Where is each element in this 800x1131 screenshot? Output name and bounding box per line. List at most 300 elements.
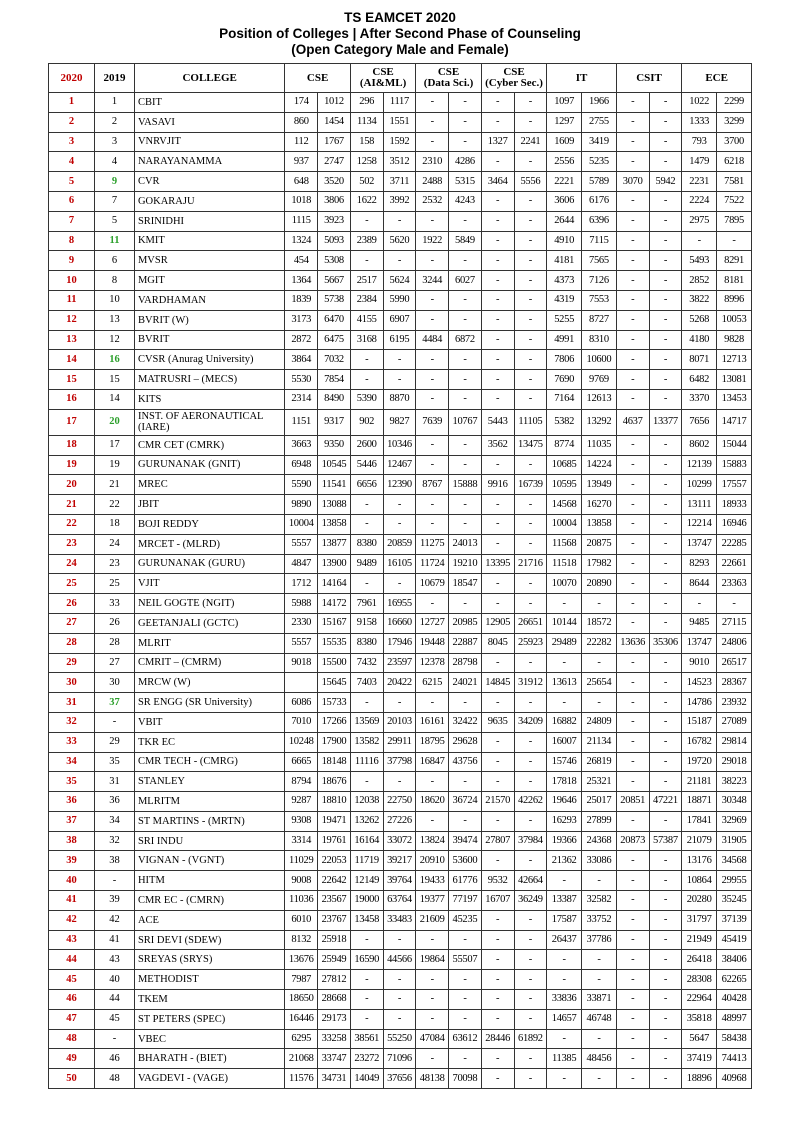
cutoff-cell: - bbox=[649, 772, 682, 792]
cutoff-cell: - bbox=[582, 871, 617, 891]
cutoff-cell: - bbox=[649, 330, 682, 350]
table-row bbox=[49, 693, 752, 713]
cutoff-cell: 9916 bbox=[481, 475, 514, 495]
rank-2020-cell: 31 bbox=[49, 693, 95, 713]
cutoff-cell: 19377 bbox=[416, 891, 449, 911]
cutoff-cell: 11385 bbox=[547, 1049, 582, 1069]
cutoff-cell: - bbox=[416, 930, 449, 950]
cutoff-cell: 8380 bbox=[350, 534, 383, 554]
cutoff-cell: 18871 bbox=[682, 792, 717, 812]
cutoff-cell: 33086 bbox=[582, 851, 617, 871]
cutoff-cell: 1922 bbox=[416, 231, 449, 251]
page-category: (Open Category Male and Female) bbox=[291, 42, 509, 57]
cutoff-cell: 25321 bbox=[582, 772, 617, 792]
cutoff-cell: - bbox=[649, 752, 682, 772]
cutoff-cell: - bbox=[547, 871, 582, 891]
rank-2019-cell: 27 bbox=[95, 653, 135, 673]
header-csit: CSIT bbox=[616, 64, 681, 93]
cutoff-cell: 5789 bbox=[582, 172, 617, 192]
cutoff-cell: 19433 bbox=[416, 871, 449, 891]
college-name-cell: INST. OF AERONAUTICAL (IARE) bbox=[134, 409, 284, 435]
cutoff-cell: 25017 bbox=[582, 792, 617, 812]
cutoff-cell: 7581 bbox=[717, 172, 752, 192]
cutoff-cell: 8727 bbox=[582, 310, 617, 330]
cutoff-cell: 27807 bbox=[481, 831, 514, 851]
cutoff-cell: 15645 bbox=[318, 673, 351, 693]
cutoff-cell: 19448 bbox=[416, 633, 449, 653]
cutoff-cell: 35818 bbox=[682, 1009, 717, 1029]
cutoff-cell: 8490 bbox=[318, 389, 351, 409]
cutoff-cell: 18148 bbox=[318, 752, 351, 772]
cutoff-cell: - bbox=[481, 1049, 514, 1069]
cutoff-cell: - bbox=[350, 772, 383, 792]
header-cse-aiml-line1: CSE bbox=[372, 66, 394, 78]
cutoff-cell: 13949 bbox=[582, 475, 617, 495]
cutoff-cell: 6656 bbox=[350, 475, 383, 495]
cutoff-cell: 19646 bbox=[547, 792, 582, 812]
cutoff-cell: 27115 bbox=[717, 613, 752, 633]
cutoff-cell: 12038 bbox=[350, 792, 383, 812]
cutoff-cell: 2231 bbox=[682, 172, 717, 192]
cutoff-cell: 11275 bbox=[416, 534, 449, 554]
cutoff-cell: 13475 bbox=[514, 435, 547, 455]
rank-2020-cell: 21 bbox=[49, 495, 95, 515]
cutoff-cell: 39217 bbox=[383, 851, 416, 871]
cutoff-cell: - bbox=[449, 132, 482, 152]
cutoff-cell: 174 bbox=[285, 93, 318, 113]
cutoff-cell: - bbox=[514, 310, 547, 330]
table-row bbox=[49, 752, 752, 772]
cutoff-cell: - bbox=[449, 310, 482, 330]
cutoff-cell: 1324 bbox=[285, 231, 318, 251]
cutoff-cell: 25923 bbox=[514, 633, 547, 653]
cutoff-cell: - bbox=[582, 693, 617, 713]
cutoff-cell: - bbox=[649, 871, 682, 891]
rank-2019-cell: 31 bbox=[95, 772, 135, 792]
cutoff-cell: - bbox=[481, 455, 514, 475]
college-name-cell: NEIL GOGTE (NGIT) bbox=[134, 594, 284, 614]
cutoff-cell: 7010 bbox=[285, 712, 318, 732]
table-row bbox=[49, 910, 752, 930]
cutoff-cell: 23567 bbox=[318, 891, 351, 911]
cutoff-cell: - bbox=[416, 514, 449, 534]
college-name-cell: SR ENGG (SR University) bbox=[134, 693, 284, 713]
cutoff-cell: - bbox=[481, 970, 514, 990]
cutoff-cell: 21134 bbox=[582, 732, 617, 752]
cutoff-cell: 36249 bbox=[514, 891, 547, 911]
cutoff-cell: 20985 bbox=[449, 613, 482, 633]
cutoff-cell: - bbox=[649, 1069, 682, 1089]
cutoff-cell: 27899 bbox=[582, 811, 617, 831]
cutoff-cell: - bbox=[649, 475, 682, 495]
cutoff-cell: 11568 bbox=[547, 534, 582, 554]
cutoff-cell: - bbox=[481, 330, 514, 350]
cutoff-cell: - bbox=[616, 132, 649, 152]
rank-2019-cell: 45 bbox=[95, 1009, 135, 1029]
cutoff-cell: - bbox=[481, 112, 514, 132]
cutoff-cell: - bbox=[481, 851, 514, 871]
cutoff-cell: - bbox=[350, 370, 383, 390]
table-row bbox=[49, 231, 752, 251]
cutoff-cell: 19000 bbox=[350, 891, 383, 911]
cutoff-cell: 9489 bbox=[350, 554, 383, 574]
cutoff-cell: 2872 bbox=[285, 330, 318, 350]
cutoff-cell: 21609 bbox=[416, 910, 449, 930]
cutoff-cell: - bbox=[616, 455, 649, 475]
rank-2020-cell: 25 bbox=[49, 574, 95, 594]
college-name-cell: TKR EC bbox=[134, 732, 284, 752]
cutoff-cell: - bbox=[514, 152, 547, 172]
cutoff-cell: 42664 bbox=[514, 871, 547, 891]
cutoff-cell: - bbox=[649, 132, 682, 152]
cutoff-cell: 55507 bbox=[449, 950, 482, 970]
cutoff-cell: 48138 bbox=[416, 1069, 449, 1089]
cutoff-cell: 8767 bbox=[416, 475, 449, 495]
table-row bbox=[49, 310, 752, 330]
cutoff-cell: - bbox=[481, 732, 514, 752]
cutoff-cell: 33483 bbox=[383, 910, 416, 930]
cutoff-cell: - bbox=[416, 495, 449, 515]
cutoff-cell: 16782 bbox=[682, 732, 717, 752]
cutoff-cell: - bbox=[481, 152, 514, 172]
cutoff-cell: - bbox=[649, 1049, 682, 1069]
cutoff-cell: 2330 bbox=[285, 613, 318, 633]
table-row bbox=[49, 514, 752, 534]
rank-2020-cell: 10 bbox=[49, 271, 95, 291]
rank-2019-cell: 34 bbox=[95, 811, 135, 831]
cutoff-cell: - bbox=[616, 712, 649, 732]
cutoff-cell: - bbox=[649, 653, 682, 673]
cutoff-cell: - bbox=[514, 370, 547, 390]
cutoff-cell: - bbox=[616, 271, 649, 291]
rank-2019-cell: 28 bbox=[95, 633, 135, 653]
header-cse-cs-line1: CSE bbox=[503, 66, 525, 78]
cutoff-cell: - bbox=[514, 693, 547, 713]
cutoff-cell: 24368 bbox=[582, 831, 617, 851]
cutoff-cell: 7806 bbox=[547, 350, 582, 370]
rank-2019-cell: 17 bbox=[95, 435, 135, 455]
cutoff-cell: - bbox=[514, 910, 547, 930]
cutoff-cell: 9769 bbox=[582, 370, 617, 390]
cutoff-cell: 11518 bbox=[547, 554, 582, 574]
cutoff-cell: - bbox=[649, 811, 682, 831]
cutoff-cell: 14164 bbox=[318, 574, 351, 594]
cutoff-cell: - bbox=[481, 211, 514, 231]
cutoff-cell: - bbox=[449, 455, 482, 475]
cutoff-cell: - bbox=[547, 594, 582, 614]
cutoff-cell: 20875 bbox=[582, 534, 617, 554]
cutoff-cell: 2221 bbox=[547, 172, 582, 192]
cutoff-cell: 1097 bbox=[547, 93, 582, 113]
cutoff-cell: - bbox=[481, 752, 514, 772]
cutoff-cell: - bbox=[416, 290, 449, 310]
cutoff-cell: 5667 bbox=[318, 271, 351, 291]
rank-2019-cell: 22 bbox=[95, 495, 135, 515]
cutoff-cell: 74413 bbox=[717, 1049, 752, 1069]
cutoff-cell: 21181 bbox=[682, 772, 717, 792]
cutoff-cell: 35306 bbox=[649, 633, 682, 653]
cutoff-cell: 7961 bbox=[350, 594, 383, 614]
cutoff-cell: - bbox=[582, 653, 617, 673]
cutoff-cell: 30348 bbox=[717, 792, 752, 812]
cutoff-cell: 4181 bbox=[547, 251, 582, 271]
college-name-cell: KITS bbox=[134, 389, 284, 409]
cutoff-cell: 22750 bbox=[383, 792, 416, 812]
cutoff-cell: - bbox=[616, 534, 649, 554]
cutoff-cell: - bbox=[616, 653, 649, 673]
cutoff-cell: 1592 bbox=[383, 132, 416, 152]
rank-2019-cell: 33 bbox=[95, 594, 135, 614]
cutoff-cell: 23597 bbox=[383, 653, 416, 673]
cutoff-cell: 25654 bbox=[582, 673, 617, 693]
college-name-cell: VASAVI bbox=[134, 112, 284, 132]
cutoff-cell: - bbox=[616, 574, 649, 594]
cutoff-cell: - bbox=[616, 990, 649, 1010]
cutoff-cell: 2384 bbox=[350, 290, 383, 310]
cutoff-cell: 2852 bbox=[682, 271, 717, 291]
cutoff-cell: - bbox=[383, 693, 416, 713]
cutoff-cell: 5624 bbox=[383, 271, 416, 291]
rank-2020-cell: 36 bbox=[49, 792, 95, 812]
cutoff-cell: - bbox=[514, 455, 547, 475]
rank-2019-cell: 10 bbox=[95, 290, 135, 310]
cutoff-cell: - bbox=[649, 613, 682, 633]
cutoff-cell: 5235 bbox=[582, 152, 617, 172]
cutoff-cell: 63612 bbox=[449, 1029, 482, 1049]
cutoff-cell: 5557 bbox=[285, 534, 318, 554]
rank-2019-cell: 4 bbox=[95, 152, 135, 172]
cutoff-cell: 16707 bbox=[481, 891, 514, 911]
cutoff-cell: - bbox=[514, 772, 547, 792]
cutoff-cell: 3864 bbox=[285, 350, 318, 370]
rank-2020-cell: 22 bbox=[49, 514, 95, 534]
cutoff-cell: - bbox=[383, 370, 416, 390]
cutoff-cell: 5382 bbox=[547, 409, 582, 435]
cutoff-cell: 5849 bbox=[449, 231, 482, 251]
table-row bbox=[49, 211, 752, 231]
cutoff-cell: 33747 bbox=[318, 1049, 351, 1069]
cutoff-cell: 45419 bbox=[717, 930, 752, 950]
rank-2020-cell: 33 bbox=[49, 732, 95, 752]
cutoff-cell: 12727 bbox=[416, 613, 449, 633]
cutoff-cell: - bbox=[616, 693, 649, 713]
table-row bbox=[49, 574, 752, 594]
cutoff-cell: - bbox=[649, 594, 682, 614]
cutoff-cell: - bbox=[449, 290, 482, 310]
table-row bbox=[49, 132, 752, 152]
cutoff-cell: 17818 bbox=[547, 772, 582, 792]
college-name-cell: MLRIT bbox=[134, 633, 284, 653]
cutoff-cell: 2241 bbox=[514, 132, 547, 152]
rank-2019-cell: 35 bbox=[95, 752, 135, 772]
cutoff-cell: 16739 bbox=[514, 475, 547, 495]
cutoff-cell: 31912 bbox=[514, 673, 547, 693]
cutoff-cell: 5268 bbox=[682, 310, 717, 330]
cutoff-cell: - bbox=[449, 514, 482, 534]
cutoff-cell: 8380 bbox=[350, 633, 383, 653]
cutoff-cell: - bbox=[350, 574, 383, 594]
rank-2020-cell: 18 bbox=[49, 435, 95, 455]
cutoff-cell: 19720 bbox=[682, 752, 717, 772]
cutoff-cell: 14657 bbox=[547, 1009, 582, 1029]
cutoff-cell: 5315 bbox=[449, 172, 482, 192]
cutoff-cell: - bbox=[514, 653, 547, 673]
cutoff-cell: 31797 bbox=[682, 910, 717, 930]
header-cse-cs-line2: (Cyber Sec.) bbox=[485, 77, 543, 89]
cutoff-cell: 12613 bbox=[582, 389, 617, 409]
cutoff-cell: 23272 bbox=[350, 1049, 383, 1069]
cutoff-cell: - bbox=[514, 851, 547, 871]
cutoff-cell: 2556 bbox=[547, 152, 582, 172]
cutoff-cell: 22964 bbox=[682, 990, 717, 1010]
cutoff-cell: 31905 bbox=[717, 831, 752, 851]
cutoff-cell: - bbox=[481, 534, 514, 554]
cutoff-cell: 3419 bbox=[582, 132, 617, 152]
cutoff-cell: - bbox=[649, 350, 682, 370]
cutoff-cell: - bbox=[449, 370, 482, 390]
cutoff-cell: - bbox=[449, 930, 482, 950]
cutoff-cell: - bbox=[547, 693, 582, 713]
table-row bbox=[49, 475, 752, 495]
cutoff-cell: 24809 bbox=[582, 712, 617, 732]
cutoff-cell: - bbox=[383, 1009, 416, 1029]
cutoff-cell: - bbox=[449, 112, 482, 132]
table-row bbox=[49, 930, 752, 950]
cutoff-cell: 5446 bbox=[350, 455, 383, 475]
table-row bbox=[49, 811, 752, 831]
college-name-cell: ST PETERS (SPEC) bbox=[134, 1009, 284, 1029]
cutoff-cell: - bbox=[649, 910, 682, 930]
cutoff-cell: 4180 bbox=[682, 330, 717, 350]
rank-2020-cell: 50 bbox=[49, 1069, 95, 1089]
cutoff-cell: - bbox=[449, 93, 482, 113]
table-row bbox=[49, 871, 752, 891]
cutoff-cell: - bbox=[514, 1009, 547, 1029]
cutoff-cell: 1839 bbox=[285, 290, 318, 310]
cutoff-cell: - bbox=[682, 231, 717, 251]
cutoff-cell: 28446 bbox=[481, 1029, 514, 1049]
cutoff-cell: 4910 bbox=[547, 231, 582, 251]
cutoff-cell: 1297 bbox=[547, 112, 582, 132]
cutoff-cell: - bbox=[547, 653, 582, 673]
cutoff-cell: - bbox=[416, 251, 449, 271]
cutoff-cell: - bbox=[481, 290, 514, 310]
cutoff-cell: - bbox=[449, 772, 482, 792]
cutoff-cell: 3070 bbox=[616, 172, 649, 192]
cutoff-cell: - bbox=[682, 594, 717, 614]
college-name-cell: GURUNANAK (GNIT) bbox=[134, 455, 284, 475]
cutoff-cell: 7115 bbox=[582, 231, 617, 251]
cutoff-cell: 15733 bbox=[318, 693, 351, 713]
cutoff-cell: - bbox=[616, 1069, 649, 1089]
rank-2019-cell: 41 bbox=[95, 930, 135, 950]
cutoff-cell: - bbox=[383, 211, 416, 231]
cutoff-cell: 35245 bbox=[717, 891, 752, 911]
cutoff-cell: - bbox=[582, 594, 617, 614]
cutoff-cell: 2517 bbox=[350, 271, 383, 291]
cutoff-cell: 2975 bbox=[682, 211, 717, 231]
cutoff-cell: 1454 bbox=[318, 112, 351, 132]
cutoff-cell: - bbox=[616, 435, 649, 455]
cutoff-cell: 793 bbox=[682, 132, 717, 152]
cutoff-cell: 1018 bbox=[285, 191, 318, 211]
cutoff-cell: 2747 bbox=[318, 152, 351, 172]
cutoff-cell: 12214 bbox=[682, 514, 717, 534]
cutoff-cell: - bbox=[449, 435, 482, 455]
cutoff-cell: 8181 bbox=[717, 271, 752, 291]
rank-2019-cell: 15 bbox=[95, 370, 135, 390]
cutoff-cell: 7565 bbox=[582, 251, 617, 271]
page-title: TS EAMCET 2020 bbox=[344, 10, 456, 25]
cutoff-cell: - bbox=[616, 495, 649, 515]
cutoff-cell: 11035 bbox=[582, 435, 617, 455]
header-cse: CSE bbox=[285, 64, 350, 93]
cutoff-cell: 18676 bbox=[318, 772, 351, 792]
cutoff-cell: 38223 bbox=[717, 772, 752, 792]
rank-2019-cell: 7 bbox=[95, 191, 135, 211]
cutoff-cell: 46748 bbox=[582, 1009, 617, 1029]
rank-2020-cell: 37 bbox=[49, 811, 95, 831]
cutoff-cell: 17946 bbox=[383, 633, 416, 653]
cutoff-cell: 33258 bbox=[318, 1029, 351, 1049]
cutoff-cell: 33072 bbox=[383, 831, 416, 851]
cutoff-cell: - bbox=[616, 673, 649, 693]
college-name-cell: MVSR bbox=[134, 251, 284, 271]
college-name-cell: CBIT bbox=[134, 93, 284, 113]
header-cse-aiml-line2: (AI&ML) bbox=[359, 77, 407, 89]
cutoff-cell: - bbox=[514, 350, 547, 370]
cutoff-cell: 10767 bbox=[449, 409, 482, 435]
cutoff-cell: - bbox=[449, 251, 482, 271]
cutoff-cell: - bbox=[616, 112, 649, 132]
cutoff-cell: 26437 bbox=[547, 930, 582, 950]
rank-2019-cell: - bbox=[95, 871, 135, 891]
cutoff-cell: - bbox=[616, 152, 649, 172]
cutoff-cell: 9635 bbox=[481, 712, 514, 732]
cutoff-cell: - bbox=[616, 93, 649, 113]
cutoff-cell: 16847 bbox=[416, 752, 449, 772]
rank-2020-cell: 26 bbox=[49, 594, 95, 614]
cutoff-cell: - bbox=[514, 534, 547, 554]
cutoff-cell: 18795 bbox=[416, 732, 449, 752]
cutoff-cell: - bbox=[649, 290, 682, 310]
cutoff-cell: 48456 bbox=[582, 1049, 617, 1069]
rank-2020-cell: 43 bbox=[49, 930, 95, 950]
college-name-cell: SRI INDU bbox=[134, 831, 284, 851]
cutoff-cell: - bbox=[383, 990, 416, 1010]
cutoff-cell: 7432 bbox=[350, 653, 383, 673]
cutoff-cell: 29955 bbox=[717, 871, 752, 891]
cutoff-cell: 20280 bbox=[682, 891, 717, 911]
cutoff-cell: 1022 bbox=[682, 93, 717, 113]
cutoff-cell: - bbox=[616, 891, 649, 911]
cutoff-cell: 8644 bbox=[682, 574, 717, 594]
rank-2020-cell: 40 bbox=[49, 871, 95, 891]
cutoff-cell: - bbox=[616, 594, 649, 614]
cutoff-cell: 9532 bbox=[481, 871, 514, 891]
cutoff-cell: - bbox=[383, 930, 416, 950]
cutoff-cell: - bbox=[616, 732, 649, 752]
cutoff-cell: 26517 bbox=[717, 653, 752, 673]
cutoff-cell: 454 bbox=[285, 251, 318, 271]
rank-2019-cell: 3 bbox=[95, 132, 135, 152]
cutoff-cell: 37419 bbox=[682, 1049, 717, 1069]
table-row bbox=[49, 495, 752, 515]
cutoff-cell: - bbox=[616, 211, 649, 231]
cutoff-cell: 8293 bbox=[682, 554, 717, 574]
cutoff-cell: 9485 bbox=[682, 613, 717, 633]
cutoff-cell: - bbox=[514, 93, 547, 113]
